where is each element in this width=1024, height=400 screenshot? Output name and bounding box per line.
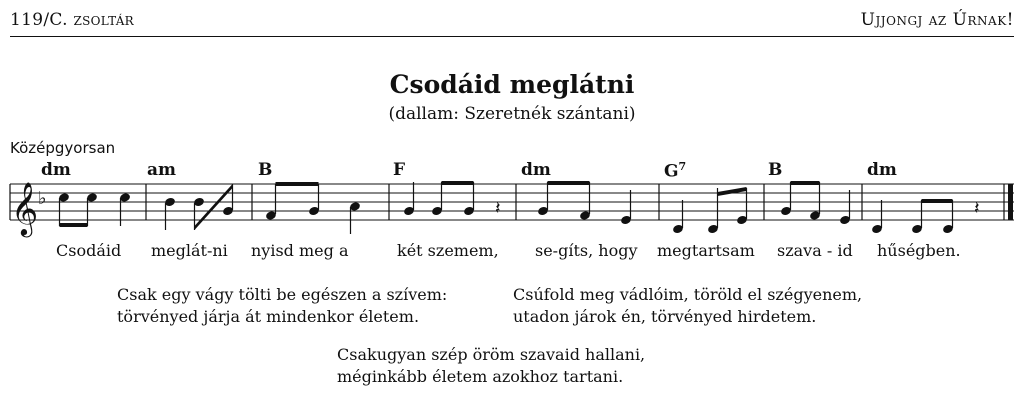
tempo-marking: Középgyorsan	[10, 139, 116, 157]
chord-6: $G^7$	[664, 160, 687, 182]
song-subtitle: (dallam: Szeretnék szántani)	[388, 104, 636, 124]
lyric-syllable: hűségben.	[877, 241, 961, 260]
verse-line: Csakugyan szép öröm szavaid hallani,	[337, 345, 646, 364]
lyric-syllable: se-gíts, hogy	[535, 241, 638, 260]
verse-line: Csak egy vágy tölti be egészen a szívem:	[117, 285, 448, 304]
chord-4: F	[393, 160, 406, 180]
chord-5: dm	[521, 160, 551, 180]
lyric-syllable: két szemem,	[397, 241, 499, 260]
lyric-syllable: meglát-ni	[151, 241, 228, 260]
chord-1: dm	[41, 160, 71, 180]
flat-icon: ♭	[38, 188, 47, 209]
staff-lines	[10, 184, 1014, 220]
chord-3: B	[258, 160, 273, 180]
chord-7: B	[768, 160, 783, 180]
treble-clef-icon: 𝄞	[11, 181, 39, 235]
stems	[60, 182, 953, 234]
lyric-syllable: szava - id	[777, 241, 853, 260]
verse-line: méginkább életem azokhoz tartani.	[337, 367, 624, 386]
verse-line: utadon járok én, törvényed hirdetem.	[513, 307, 817, 326]
chord-8: dm	[867, 160, 897, 180]
quarter-rest-icon: 𝄽	[495, 198, 501, 219]
verse-3	[513, 284, 862, 328]
beams	[60, 181, 953, 230]
lyric-syllable: megtartsam	[657, 241, 755, 260]
quarter-rest-icon: 𝄽	[974, 198, 980, 219]
song-title: Csodáid meglátni	[389, 70, 635, 99]
lyric-syllable: nyisd meg a	[251, 241, 349, 260]
header-right: Ujjongj az Úrnak!	[860, 10, 1014, 30]
chord-2: am	[147, 160, 177, 180]
verse-line: törvényed járja át mindenkor életem.	[117, 307, 420, 326]
verse-line: Csúfold meg vádlóim, töröld el szégyenem,	[513, 285, 863, 304]
verse-4	[337, 344, 645, 388]
final-barline	[1008, 184, 1013, 220]
header-left: 119/C. zsoltár	[10, 10, 135, 30]
verse-2	[117, 284, 447, 328]
lyric-syllable: Csodáid	[56, 241, 122, 260]
